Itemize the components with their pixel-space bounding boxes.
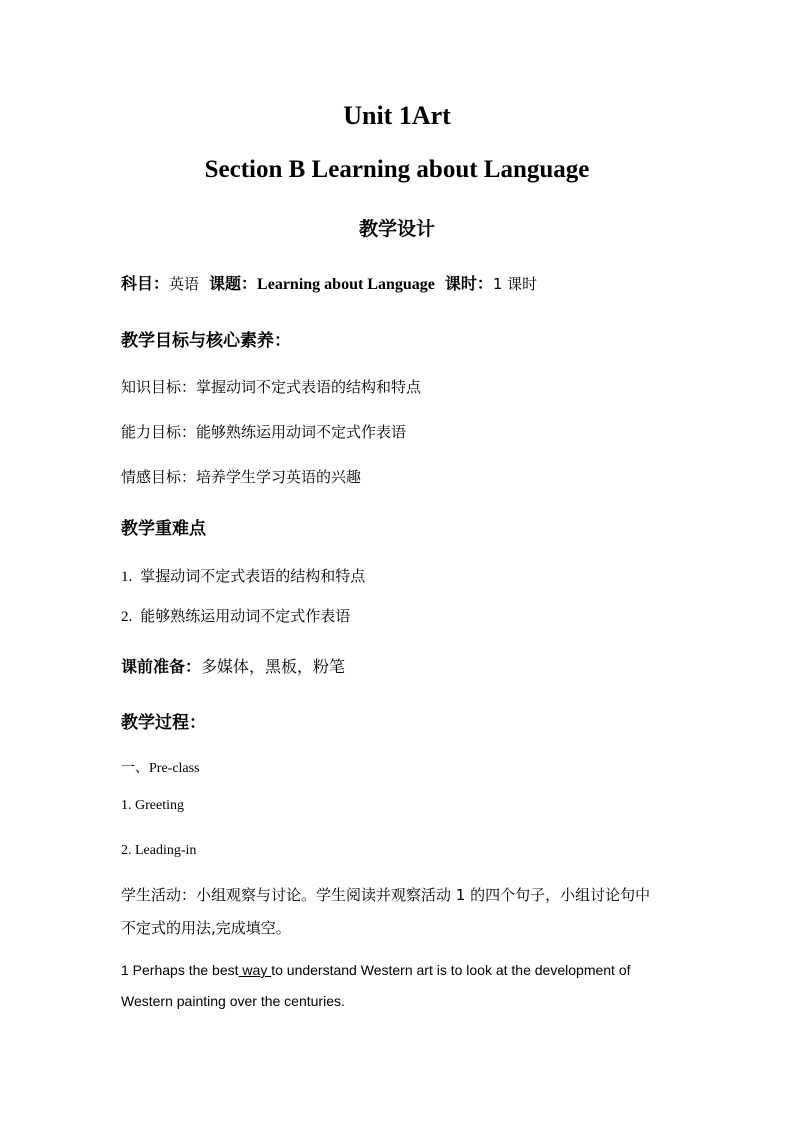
document-type: 教学设计 (358, 218, 435, 240)
process-step: 2. Leading-in (121, 843, 197, 858)
document-title: Unit 1Art (343, 101, 451, 130)
activity-text-line2: 不定式的用法,完成填空。 (121, 919, 291, 937)
objective-knowledge: 知识目标：掌握动词不定式表语的结构和特点 (121, 378, 422, 396)
preparation-label: 课前准备： (121, 657, 202, 676)
process-step: 一、Pre-class (121, 761, 200, 776)
example-underlined-word: way (238, 962, 272, 978)
key-point-item (121, 565, 365, 586)
subject-label: 科目： (121, 274, 170, 293)
hours-value: 1 课时 (492, 275, 538, 293)
activity-text-line1: 学生活动：小组观察与讨论。学生阅读并观察活动 1 的四个句子，小组讨论句中 (121, 886, 651, 904)
key-point-text: 能够熟练运用动词不定式作表语 (140, 607, 351, 625)
subject-value: 英语 (169, 275, 200, 293)
meta-line (121, 271, 537, 294)
preparation-value: 多媒体，黑板，粉笔 (201, 657, 346, 676)
topic-value: Learning about Language (257, 276, 435, 293)
objectives-heading: 教学目标与核心素养： (121, 331, 291, 351)
key-point-number: 1. (121, 569, 133, 585)
section-title: Section B Learning about Language (204, 156, 590, 183)
process-heading: 教学过程： (121, 713, 206, 733)
objective-ability: 能力目标：能够熟练运用动词不定式作表语 (121, 423, 407, 441)
key-point-number: 2. (121, 609, 133, 625)
objective-emotion: 情感目标：培养学生学习英语的兴趣 (121, 468, 362, 486)
key-points-heading: 教学重难点 (121, 519, 206, 539)
example-sentence-start: 1 Perhaps the best (121, 962, 239, 978)
hours-label: 课时： (444, 274, 493, 293)
topic-label: 课题： (209, 274, 258, 293)
example-sentence-rest: to understand Western art is to look at the development of (271, 962, 631, 978)
preparation-line (121, 654, 345, 677)
key-point-item (121, 605, 350, 626)
example-sentence-line1 (121, 962, 631, 978)
example-sentence-line2: Western painting over the centuries. (121, 993, 345, 1009)
process-step: 1. Greeting (121, 798, 184, 813)
key-point-text: 掌握动词不定式表语的结构和特点 (140, 567, 366, 585)
